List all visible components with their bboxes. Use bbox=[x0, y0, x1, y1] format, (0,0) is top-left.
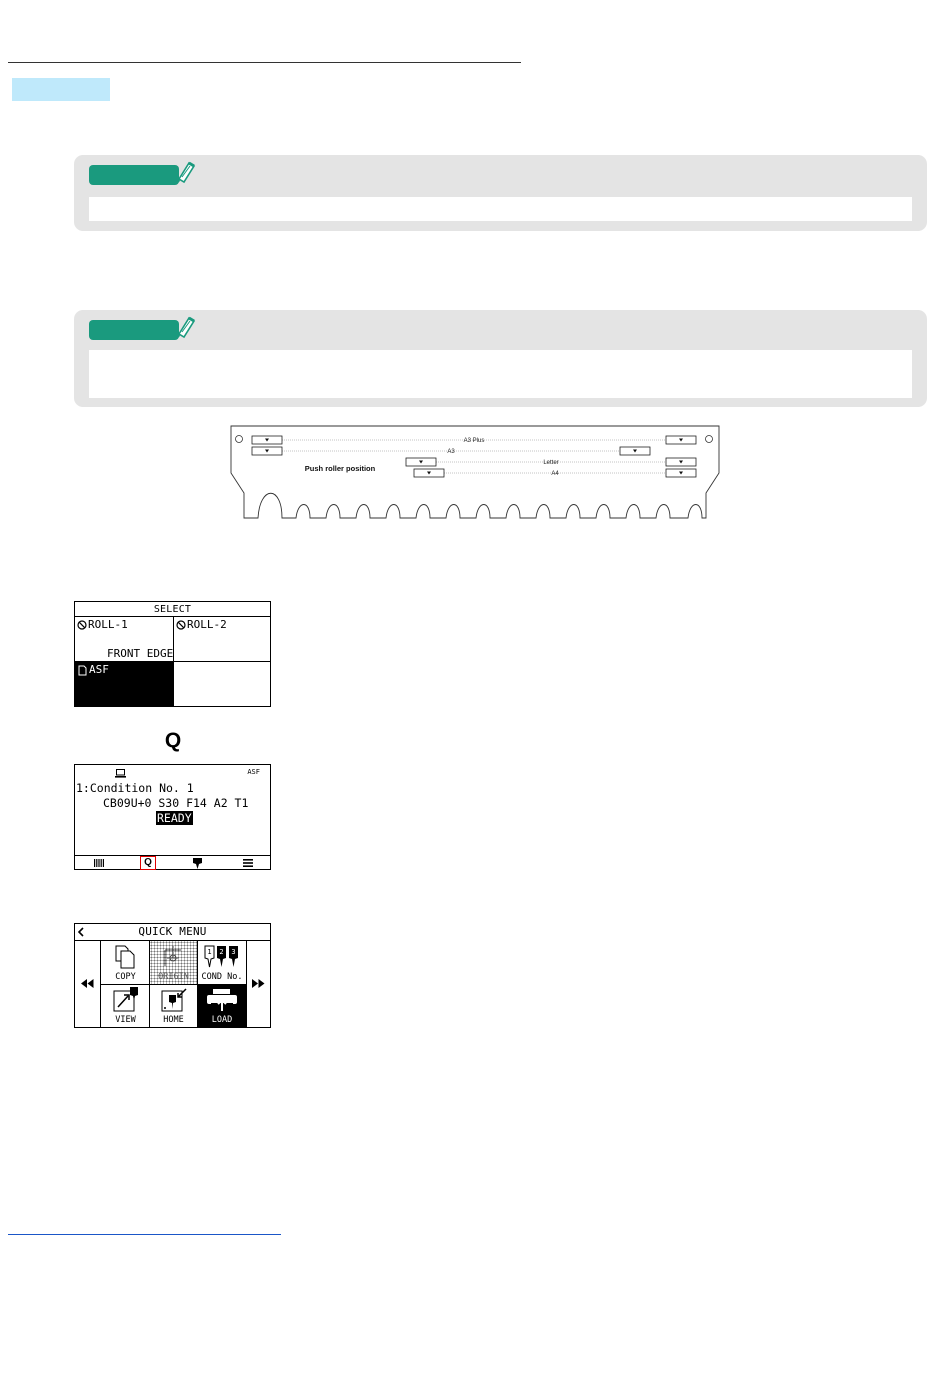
copy-icon bbox=[114, 944, 136, 970]
quick-menu-title: QUICK MENU bbox=[138, 925, 207, 938]
next-page-button[interactable] bbox=[246, 941, 270, 1027]
barcode-icon[interactable] bbox=[94, 859, 104, 867]
section-badge bbox=[12, 78, 110, 101]
back-icon[interactable] bbox=[77, 927, 85, 937]
note-body-1 bbox=[89, 197, 912, 221]
copy-button[interactable] bbox=[102, 941, 149, 984]
load-button[interactable] bbox=[198, 985, 246, 1027]
prohibited-icon bbox=[176, 620, 186, 630]
origin-label: ORIGIN bbox=[158, 972, 189, 982]
origin-icon bbox=[162, 944, 184, 970]
label-letter: Letter bbox=[543, 460, 559, 466]
roll-2-option[interactable] bbox=[174, 617, 270, 662]
note-tab-2 bbox=[89, 320, 179, 340]
cond-number-3: 3 bbox=[231, 948, 236, 956]
guide-title: Push roller position bbox=[304, 464, 376, 473]
home-button[interactable] bbox=[150, 985, 197, 1027]
quick-menu-button[interactable]: Q bbox=[140, 856, 156, 870]
cond-no-label: COND No. bbox=[201, 972, 243, 982]
view-button[interactable] bbox=[102, 985, 149, 1027]
load-icon bbox=[206, 988, 238, 1012]
home-screen bbox=[74, 764, 271, 870]
double-left-icon bbox=[81, 979, 94, 988]
asf-option[interactable] bbox=[75, 662, 174, 706]
menu-icon[interactable] bbox=[243, 859, 253, 867]
load-label: LOAD bbox=[211, 1015, 233, 1025]
roll-1-label: ROLL-1 bbox=[88, 618, 128, 631]
home-label: HOME bbox=[163, 1015, 184, 1025]
asf-indicator: ASF bbox=[247, 768, 260, 776]
asf-label: ASF bbox=[89, 663, 109, 676]
label-a3: A3 bbox=[447, 449, 455, 455]
front-edge-label: FRONT EDGE bbox=[107, 647, 174, 660]
cond-number-2: 2 bbox=[219, 948, 224, 956]
cond-no-button[interactable] bbox=[198, 941, 246, 984]
cond-tools-icon bbox=[204, 945, 240, 969]
q-key-icon: Q bbox=[164, 729, 182, 752]
note-body-2 bbox=[89, 350, 912, 398]
copy-label: COPY bbox=[115, 972, 136, 982]
push-roller-guide bbox=[230, 425, 722, 521]
condition-line: 1:Condition No. 1 bbox=[76, 781, 194, 795]
origin-button[interactable] bbox=[150, 941, 197, 984]
double-right-icon bbox=[252, 979, 265, 988]
label-a4: A4 bbox=[551, 471, 559, 477]
status-badge: READY bbox=[157, 811, 192, 825]
tool-icon[interactable] bbox=[193, 858, 202, 869]
label-a3-plus: A3 Plus bbox=[463, 438, 485, 444]
computer-icon bbox=[115, 769, 126, 778]
settings-line: CB09U+0 S30 F14 A2 T1 bbox=[103, 796, 249, 810]
view-label: VIEW bbox=[115, 1015, 136, 1025]
home-icon bbox=[160, 987, 188, 1013]
quick-menu-screen bbox=[74, 923, 271, 1028]
note-box-1 bbox=[74, 155, 927, 231]
select-title: SELECT bbox=[75, 602, 270, 617]
previous-page-button[interactable] bbox=[75, 941, 101, 1027]
header-rule bbox=[8, 62, 521, 63]
note-box-2 bbox=[74, 310, 927, 407]
roll-1-option[interactable] bbox=[75, 617, 174, 662]
note-tab-1 bbox=[89, 165, 179, 185]
sheet-icon bbox=[78, 665, 87, 676]
footer-link-rule bbox=[8, 1234, 281, 1235]
cond-number-1: 1 bbox=[207, 948, 212, 956]
pencil-icon bbox=[172, 159, 198, 185]
empty-option bbox=[174, 662, 270, 706]
prohibited-icon bbox=[77, 620, 87, 630]
roll-2-label: ROLL-2 bbox=[187, 618, 227, 631]
pencil-icon bbox=[172, 314, 198, 340]
select-screen bbox=[74, 601, 271, 707]
view-icon bbox=[112, 987, 140, 1013]
